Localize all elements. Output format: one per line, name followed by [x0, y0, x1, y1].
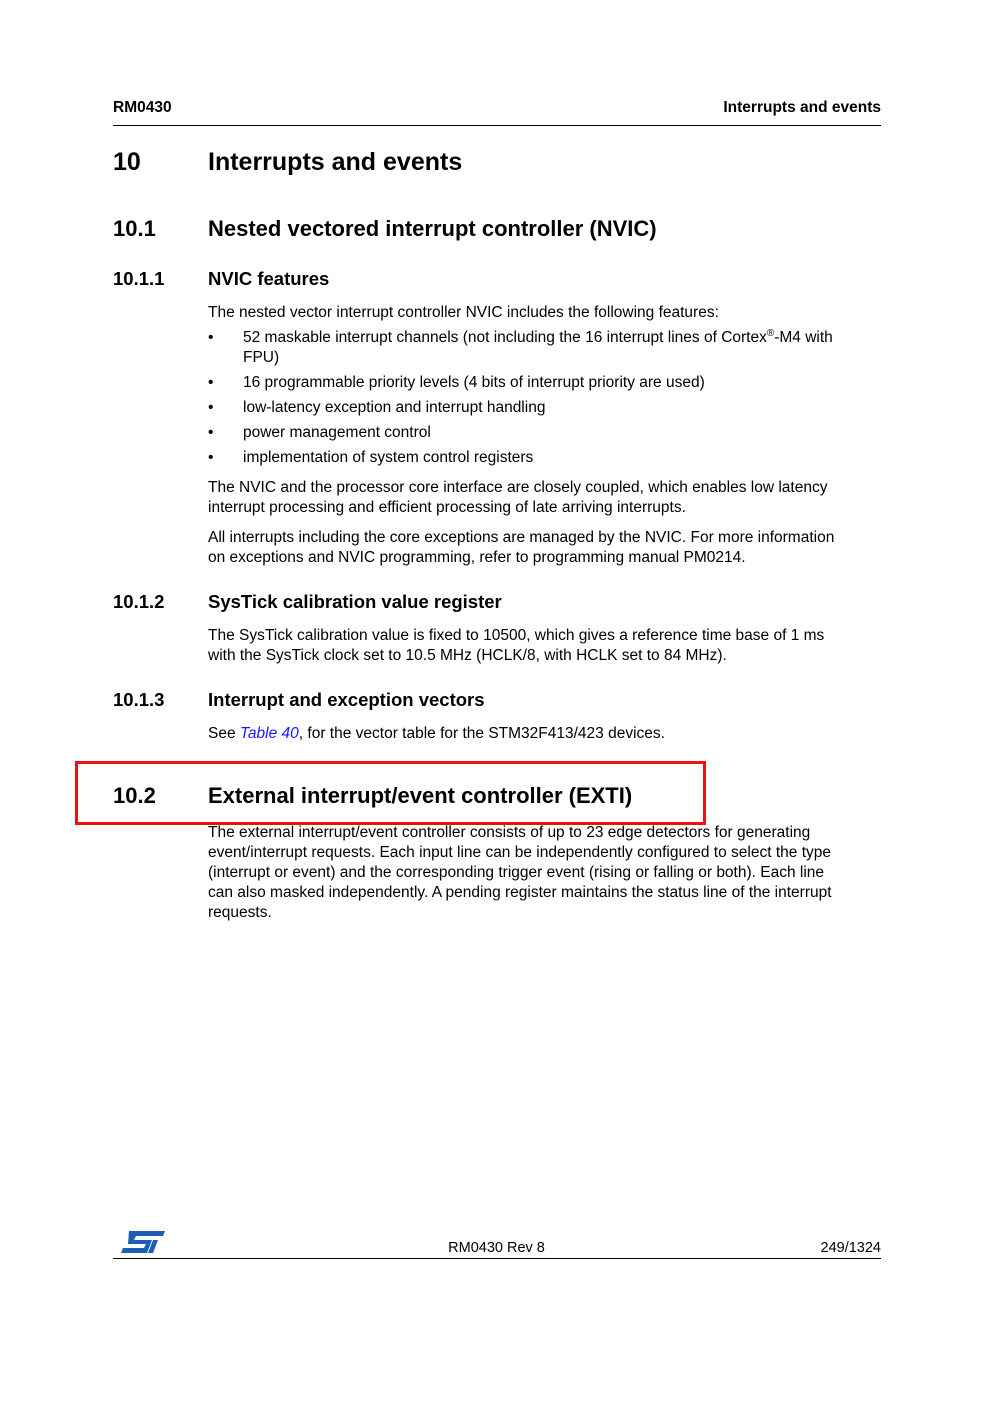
paragraph-line: (interrupt or event) and the corresponding trigger event (rising or falling or both). Each line	[208, 864, 825, 881]
section-10-1-3-heading	[113, 689, 485, 711]
paragraph-line: event/interrupt requests. Each input line can be independently configured to select the type	[208, 844, 831, 861]
nvic-coupling-paragraph	[208, 478, 888, 518]
header-doc-id: RM0430	[113, 99, 172, 116]
paragraph-line: requests.	[208, 904, 272, 921]
chapter-title: Interrupts and events	[208, 148, 463, 176]
bullet-icon: •	[208, 424, 214, 441]
nvic-intro: The nested vector interrupt controller NVIC includes the following features:	[208, 304, 719, 321]
highlight-box	[75, 761, 706, 825]
paragraph-line: interrupt processing and efficient processing of late arriving interrupts.	[208, 499, 686, 516]
paragraph-line: The external interrupt/event controller consists of up to 23 edge detectors for generating	[208, 824, 811, 841]
exti-paragraph	[208, 823, 888, 923]
paragraph-line: on exceptions and NVIC programming, refer to programming manual PM0214.	[208, 549, 746, 566]
section-10-1-1-heading	[113, 268, 329, 290]
section-title: NVIC features	[208, 268, 330, 289]
vectors-paragraph	[208, 724, 888, 744]
table-40-link[interactable]: Table 40	[239, 725, 299, 742]
section-number: 10.1.1	[113, 268, 165, 289]
section-title: External interrupt/event controller (EXTI)	[208, 783, 633, 808]
footer-page-number: 249/1324	[820, 1240, 881, 1256]
bullet-icon: •	[208, 329, 214, 346]
chapter-heading	[113, 148, 462, 177]
bullet-icon: •	[208, 449, 214, 466]
section-number: 10.1.2	[113, 591, 165, 612]
bullet-text: 16 programmable priority levels (4 bits of interrupt priority are used)	[243, 374, 705, 391]
paragraph-text: , for the vector table for the STM32F413/423 devices.	[298, 725, 665, 742]
systick-paragraph	[208, 626, 888, 666]
bullet-text: low-latency exception and interrupt handling	[243, 399, 546, 416]
bullet-text: -M4 with	[774, 329, 833, 346]
bullet-text: 52 maskable interrupt channels (not including the 16 interrupt lines of Cortex	[243, 329, 767, 346]
section-title: Nested vectored interrupt controller (NVIC)	[208, 216, 657, 241]
section-title: Interrupt and exception vectors	[208, 689, 485, 710]
section-number: 10.2	[113, 783, 156, 808]
chapter-number: 10	[113, 148, 141, 176]
paragraph-text: See	[208, 725, 240, 742]
footer-divider	[113, 1258, 881, 1259]
paragraph-line: The NVIC and the processor core interface are closely coupled, which enables low latency	[208, 479, 828, 496]
bullet-icon: •	[208, 374, 214, 391]
paragraph-line: with the SysTick clock set to 10.5 MHz (HCLK/8, with HCLK set to 84 MHz).	[208, 647, 727, 664]
section-10-1-2-heading	[113, 591, 502, 613]
bullet-icon: •	[208, 399, 214, 416]
paragraph-line: All interrupts including the core exceptions are managed by the NVIC. For more information	[208, 529, 835, 546]
header-divider	[113, 125, 881, 126]
header-section-title: Interrupts and events	[723, 99, 881, 116]
section-title: SysTick calibration value register	[208, 591, 502, 612]
bullet-text: power management control	[243, 424, 431, 441]
footer-doc-rev: RM0430 Rev 8	[448, 1240, 545, 1256]
bullet-text: FPU)	[243, 349, 280, 366]
bullet-text: implementation of system control registers	[243, 449, 534, 466]
paragraph-line: The SysTick calibration value is fixed to 10500, which gives a reference time base of 1 ms	[208, 627, 825, 644]
registered-mark: ®	[766, 328, 775, 339]
nvic-interrupts-paragraph	[208, 528, 888, 568]
section-10-1-heading	[113, 216, 657, 242]
section-number: 10.1.3	[113, 689, 165, 710]
section-number: 10.1	[113, 216, 156, 241]
paragraph-line: can also masked independently. A pending register maintains the status line of the interrupt	[208, 884, 832, 901]
